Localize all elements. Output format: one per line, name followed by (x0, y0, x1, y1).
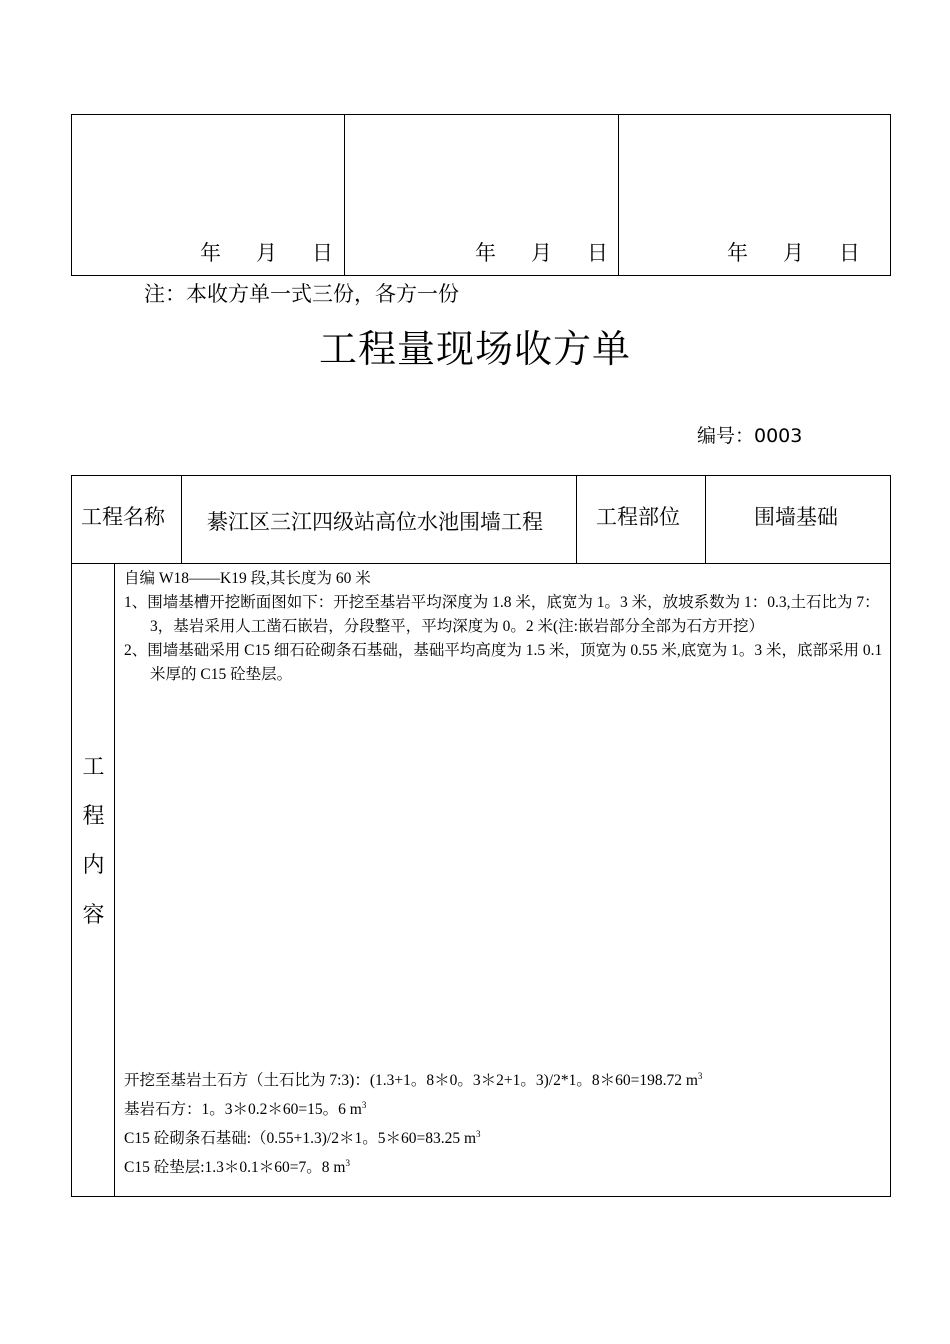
calculation-text: C15 砼垫层:1.3＊0.1＊60=7。8 m (124, 1159, 346, 1177)
signature-date-3 (727, 237, 860, 267)
calculation-text: 开挖至基岩土石方（土石比为 7:3)：(1.3+1。8＊0。3＊2+1。3)/2*1。8＊60=198.72 m (124, 1072, 698, 1090)
date-month-label: 月 (256, 241, 277, 265)
calculation-line (124, 1064, 886, 1093)
date-day-label: 日 (587, 241, 608, 265)
project-part-cell (705, 476, 890, 563)
content-description (124, 567, 886, 687)
calculation-line (124, 1122, 886, 1151)
header-row (72, 476, 890, 564)
project-name-cell (181, 476, 576, 563)
date-year-label: 年 (475, 241, 496, 265)
copies-note: 注：本收方单一式三份，各方一份 (144, 282, 459, 306)
calculation-text: C15 砼砌条石基础:（0.55+1.3)/2＊1。5＊60=83.25 m (124, 1130, 477, 1148)
content-line: 2、围墙基础采用 C15 细石砼砌条石基础，基础平均高度为 1.5 米，顶宽为 0.55 米,底宽为 1。3 米，底部采用 0.1 米厚的 C15 砼垫层。 (124, 642, 883, 683)
date-day-label: 日 (312, 241, 333, 265)
calculation-text: 基岩石方：1。3＊0.2＊60=15。6 m (124, 1101, 362, 1119)
signature-cell-1 (72, 115, 344, 275)
date-year-label: 年 (200, 241, 221, 265)
content-label-char: 程 (82, 804, 105, 829)
calculation-line (124, 1093, 886, 1122)
project-name-label-cell (72, 476, 181, 563)
project-part-value: 围墙基础 (754, 505, 838, 529)
signature-date-2 (475, 237, 608, 267)
signature-cell-2 (344, 115, 618, 275)
signature-cell-3 (618, 115, 890, 275)
content-side-label (72, 564, 115, 1196)
calculation-line (124, 1151, 886, 1180)
unit-superscript: 3 (361, 1100, 367, 1111)
content-label-char: 工 (82, 755, 105, 780)
content-label-char: 内 (82, 853, 105, 878)
signature-table (71, 114, 891, 276)
signature-date-1 (200, 237, 333, 267)
serial-number: 编号：0003 (697, 425, 803, 447)
project-name-value: 綦江区三江四级站高位水池围墙工程 (207, 510, 543, 534)
date-day-label: 日 (839, 241, 860, 265)
main-table (71, 475, 891, 1197)
project-part-label: 工程部位 (596, 505, 680, 529)
unit-superscript: 3 (476, 1129, 481, 1140)
content-line: 1、围墙基槽开挖断面图如下：开挖至基岩平均深度为 1.8 米，底宽为 1。3 米，放坡系数为 1：0.3,土石比为 7：3，基岩采用人工凿石嵌岩，分段整平，平均深度为 0。2 米(注:嵌岩部分全部为石方开挖） (124, 594, 880, 635)
content-label-char: 容 (82, 903, 105, 928)
project-part-label-cell (576, 476, 705, 563)
unit-superscript: 3 (697, 1071, 703, 1081)
project-name-label: 工程名称 (81, 505, 165, 529)
content-line: 自编 W18——K19 段,其长度为 60 米 (124, 570, 371, 587)
date-year-label: 年 (727, 241, 748, 265)
calculations (124, 1064, 886, 1181)
date-month-label: 月 (531, 241, 552, 265)
page-title: 工程量现场收方单 (318, 327, 631, 371)
unit-superscript: 3 (345, 1158, 350, 1169)
date-month-label: 月 (783, 241, 804, 265)
